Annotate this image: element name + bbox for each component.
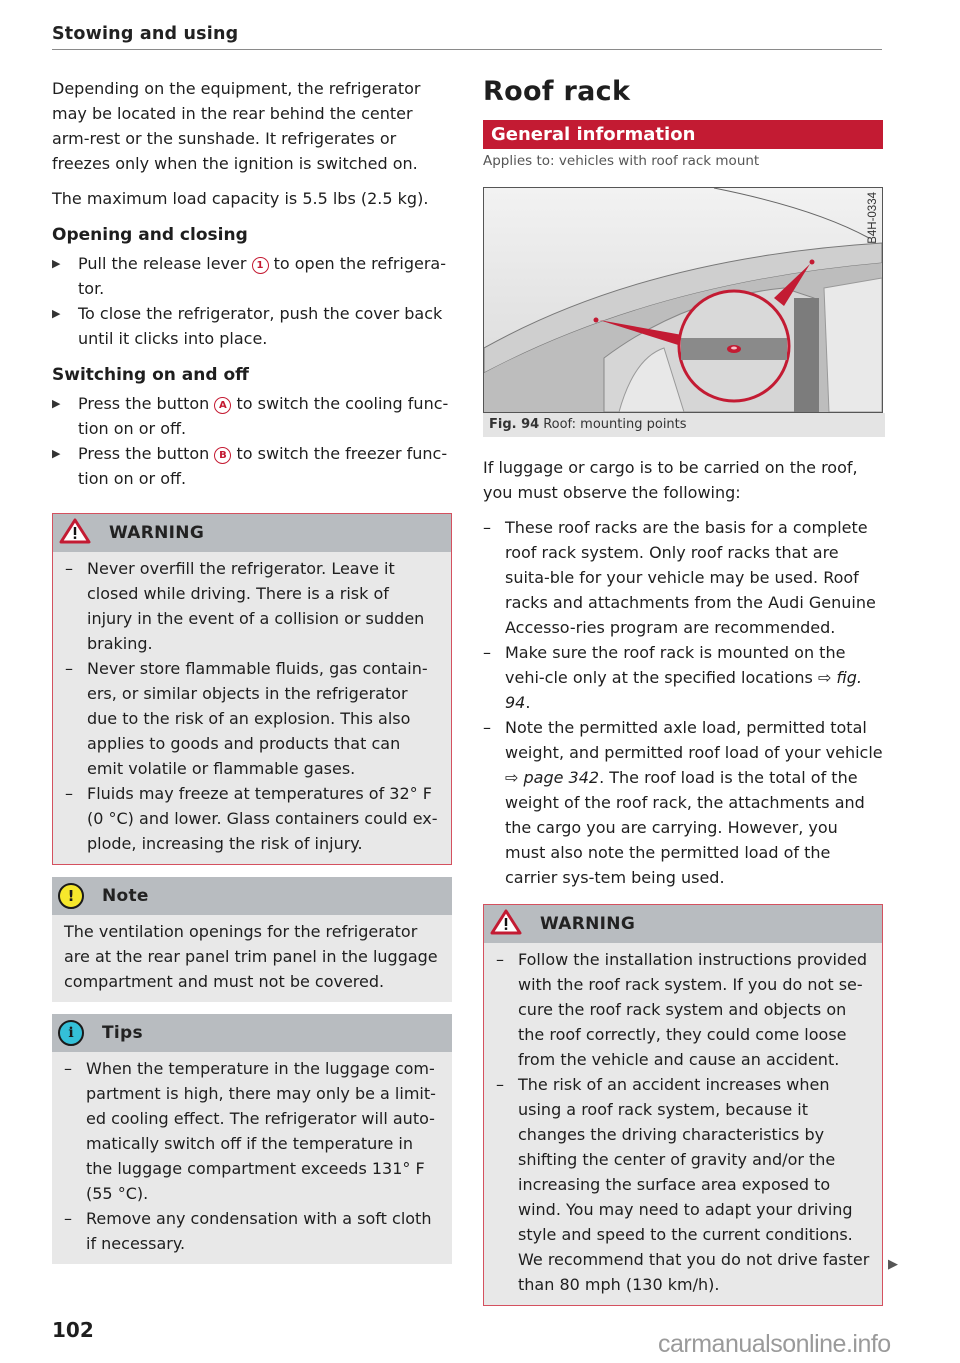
callout-marker-b: B — [214, 447, 231, 464]
step-item: ▶ To close the refrigerator, push the cover back until it clicks into place. — [52, 301, 452, 351]
warning-item: – Never overfill the refrigerator. Leave it closed while driving. There is a risk of injury in the event of a collision or sudden braking. — [65, 559, 425, 653]
triangle-bullet-icon: ▶ — [52, 257, 61, 270]
warning-triangle-icon — [59, 518, 91, 548]
section-title-bar: General information — [483, 120, 883, 149]
figure-reference-link[interactable]: ⇨ fig. 94 — [505, 668, 863, 712]
figure-caption-label: Fig. 94 — [489, 417, 540, 432]
requirement-item: – These roof racks are the basis for a complete roof rack system. Only roof racks that are suita-ble for your vehicle may be used. Roof racks and attachments from the Audi Genuine Accesso-ries program are recommended. — [483, 518, 876, 637]
header-rule — [52, 49, 882, 50]
roof-warning-box — [483, 904, 883, 1306]
page-reference-link[interactable]: ⇨ page 342 — [505, 768, 600, 787]
roof-requirements-list — [483, 515, 883, 890]
warning-item: – Follow the installation instructions provided with the roof rack system. If you do not se-cure the roof rack system and objects on the roof correctly, they could come loose from the vehicle and cause an accident. — [496, 950, 868, 1069]
figure-caption — [483, 413, 885, 437]
warning-header — [484, 905, 882, 943]
warning-header — [53, 514, 451, 552]
figure-caption-text: Roof: mounting points — [543, 417, 687, 432]
tips-label: Tips — [102, 1023, 143, 1043]
intro-paragraph: Depending on the equipment, the refrigerator may be located in the rear behind the center arm-rest or the sunshade. It refrigerates or freezes only when the ignition is switched on. — [52, 79, 421, 173]
chapter-title: Roof rack — [483, 76, 631, 107]
note-header — [52, 877, 452, 915]
warning-item: – Fluids may freeze at temperatures of 32° F (0 °C) and lower. Glass containers could ex-plode, increasing the risk of injury. — [65, 784, 438, 853]
roof-warning-list — [496, 947, 870, 1297]
callout-marker-1: 1 — [252, 257, 269, 274]
warning-label: WARNING — [109, 523, 205, 543]
figure-code: B4H-0334 — [867, 192, 879, 244]
tips-box — [52, 1014, 452, 1264]
triangle-bullet-icon: ▶ — [52, 447, 61, 460]
triangle-bullet-icon: ▶ — [52, 397, 61, 410]
warning-box — [52, 513, 452, 865]
right-column — [483, 76, 883, 1306]
tip-item: – When the temperature in the luggage com-partment is high, there may only be a limit-ed cooling effect. The refrigerator will auto-matically switch off if the temperature in the luggage compartment exceeds 131° F (55 °C). — [64, 1059, 436, 1203]
note-label: Note — [102, 886, 149, 906]
load-capacity-paragraph: The maximum load capacity is 5.5 lbs (2.5 kg). — [52, 189, 429, 208]
switching-heading: Switching on and off — [52, 365, 249, 385]
exclamation-circle-icon: ! — [58, 883, 84, 909]
step-item: ▶ Press the button A to switch the cooling func-tion on or off. — [52, 391, 452, 441]
left-column — [52, 76, 452, 1264]
warning-item: – Never store flammable fluids, gas contain-ers, or similar objects in the refrigerator due to the risk of an explosion. This also applies to goods and products that can emit volatile or flammable gases. — [65, 659, 428, 778]
note-box — [52, 877, 452, 1002]
tips-header — [52, 1014, 452, 1052]
note-text: The ventilation openings for the refrigerator are at the rear panel trim panel in the luggage compartment and must not be covered. — [64, 922, 438, 991]
callout-marker-a: A — [214, 397, 231, 414]
opening-steps — [52, 251, 452, 351]
triangle-bullet-icon: ▶ — [52, 307, 61, 320]
warning-list — [65, 556, 439, 856]
warning-item: – The risk of an accident increases when using a roof rack system, because it changes the driving characteristics by shifting the center of gravity and/or the increasing the surface area exposed to wind. You may need to adapt your driving style and speed to the current conditions. We recommend that you do not drive faster than 80 mph (130 km/h). — [496, 1075, 870, 1294]
opening-closing-heading: Opening and closing — [52, 225, 248, 245]
requirement-item: – Make sure the roof rack is mounted on the vehi-cle only at the specified locations ⇨ fig. 94. — [483, 643, 863, 712]
step-item: ▶ Pull the release lever 1 to open the refrigera-tor. — [52, 251, 452, 301]
warning-triangle-icon — [490, 909, 522, 939]
page-number: 102 — [52, 1318, 94, 1342]
section-running-title: Stowing and using — [52, 24, 239, 44]
warning-label: WARNING — [540, 914, 636, 934]
info-circle-icon: i — [58, 1020, 84, 1046]
roof-intro: If luggage or cargo is to be carried on the roof, you must observe the following: — [483, 458, 858, 502]
page-header — [52, 24, 882, 50]
roof-illustration — [484, 188, 882, 412]
requirement-item: – Note the permitted axle load, permitted total weight, and permitted roof load of your vehicle ⇨ page 342. The roof load is the total of the weight of the roof rack, the attachments and the cargo you are carrying. However, you must also note the permitted load of the carrier sys-tem being used. — [483, 718, 883, 887]
tip-item: – Remove any condensation with a soft cloth if necessary. — [64, 1209, 432, 1253]
tips-list — [64, 1056, 440, 1256]
continue-arrow-icon: ▶ — [888, 1257, 898, 1272]
applies-to: Applies to: vehicles with roof rack mount — [483, 153, 760, 169]
figure-roof-mounting-points — [483, 187, 883, 413]
step-item: ▶ Press the button B to switch the freezer func-tion on or off. — [52, 441, 452, 491]
switching-steps — [52, 391, 452, 491]
watermark: carmanualsonline.info — [658, 1330, 891, 1358]
